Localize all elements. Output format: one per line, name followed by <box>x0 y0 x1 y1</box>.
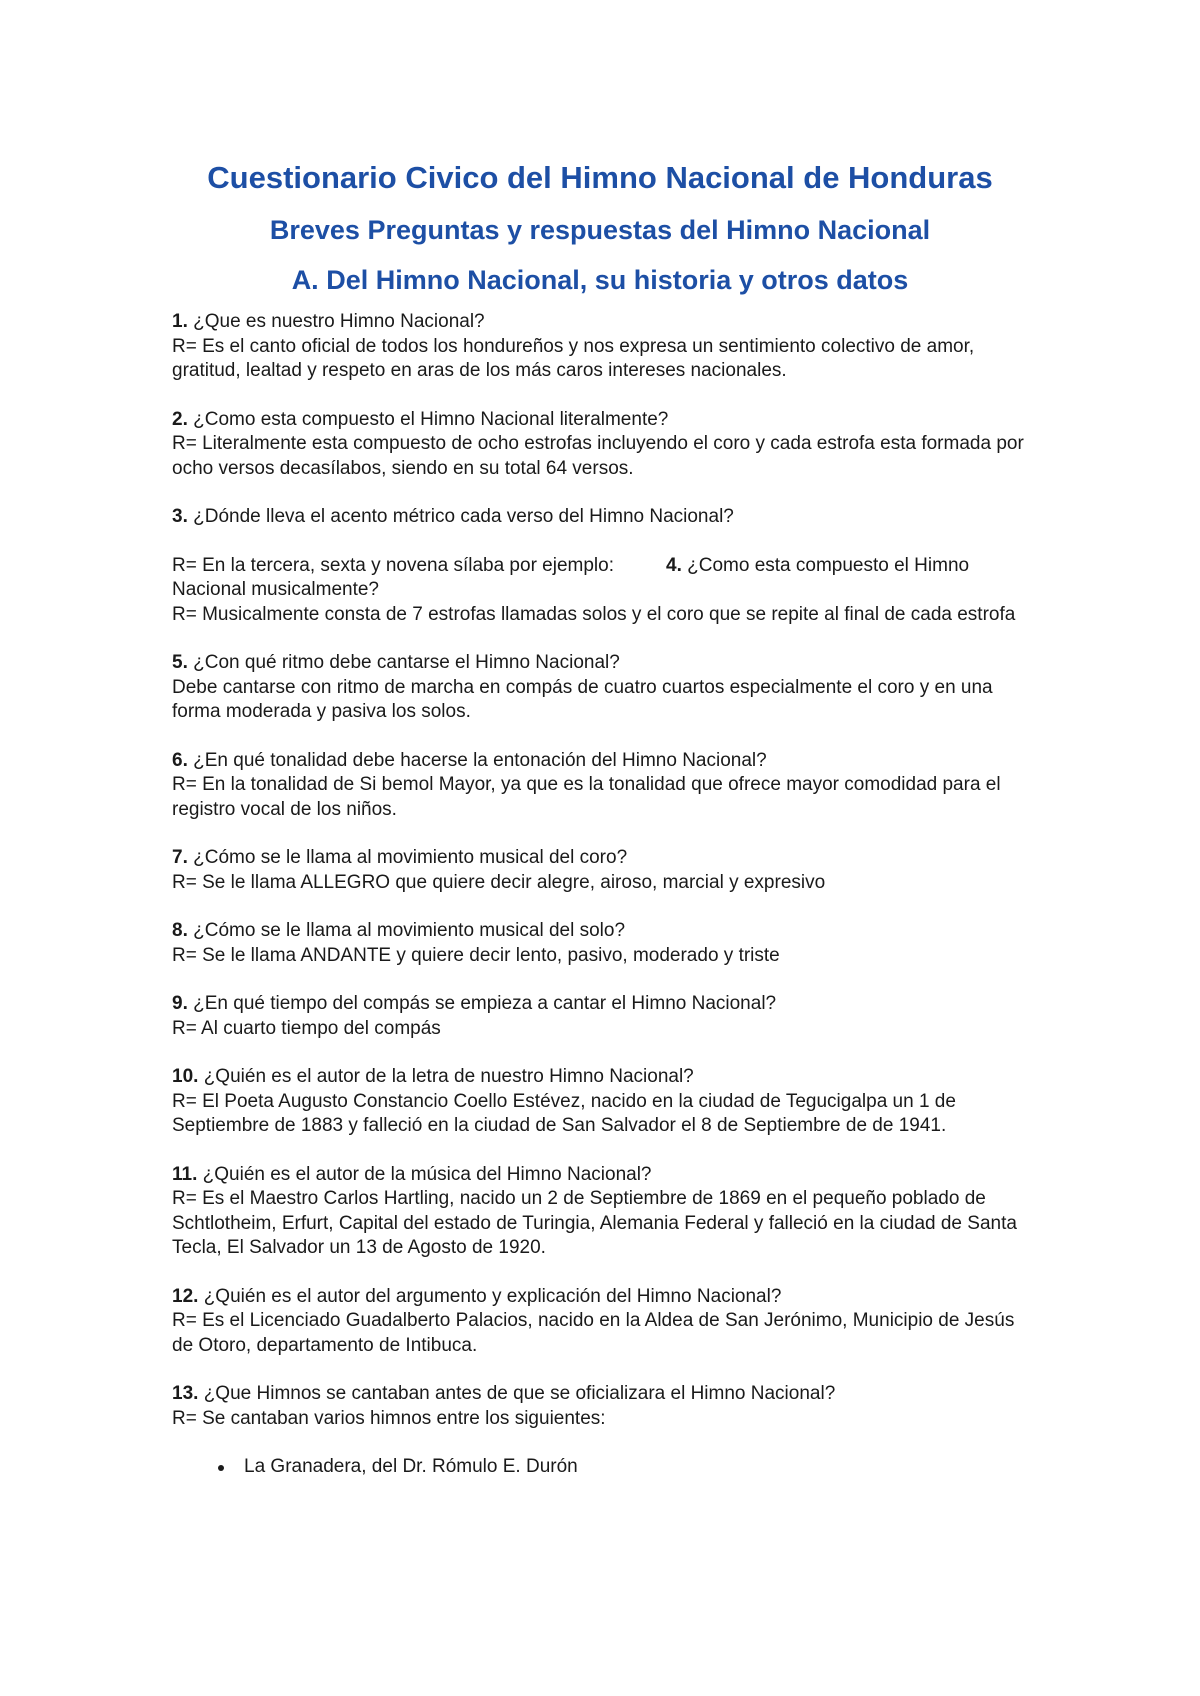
qa-list <box>172 310 1028 1480</box>
spacer <box>172 530 1028 554</box>
qa-item <box>172 749 1028 823</box>
question-text: ¿En qué tonalidad debe hacerse la entonación del Himno Nacional? <box>187 749 767 771</box>
question-text: ¿Quién es el autor de la música del Himno Nacional? <box>197 1163 652 1185</box>
qa-item <box>172 1382 1028 1431</box>
question-text: ¿Que es nuestro Himno Nacional? <box>187 311 485 332</box>
question <box>172 408 1028 433</box>
question <box>172 846 1028 871</box>
question <box>172 1285 1028 1310</box>
answer: R= Se cantaban varios himnos entre los siguientes: <box>172 1407 606 1429</box>
question <box>172 1065 1028 1090</box>
question-text: ¿Con qué ritmo debe cantarse el Himno Nacional? <box>187 652 620 673</box>
question-number: 4. <box>666 554 682 576</box>
qa-item <box>172 651 1028 725</box>
answer: R= Es el canto oficial de todos los hondureños y nos expresa un sentimiento colectivo de amor, gratitud, lealtad y respeto en aras de los más caros intereses nacionales. <box>172 335 975 381</box>
document-subtitle: Breves Preguntas y respuestas del Himno Nacional <box>269 215 931 245</box>
question-text: ¿Como esta compuesto el Himno Nacional literalmente? <box>187 408 669 430</box>
question <box>172 651 1028 676</box>
question <box>172 505 1028 530</box>
list-item <box>218 1455 1028 1480</box>
qa-item <box>172 1163 1028 1261</box>
question-text: ¿En qué tiempo del compás se empieza a cantar el Himno Nacional? <box>187 993 777 1014</box>
question-text: ¿Quién es el autor del argumento y explicación del Himno Nacional? <box>198 1285 782 1307</box>
answer: R= Musicalmente consta de 7 estrofas llamadas solos y el coro que se repite al final de cada estrofa <box>172 603 1016 625</box>
question-number: 2. <box>172 408 188 430</box>
answer: R= Se le llama ANDANTE y quiere decir lento, pasivo, moderado y triste <box>172 944 780 966</box>
answer: Debe cantarse con ritmo de marcha en compás de cuatro cuartos especialmente el coro y en una forma moderada y pasiva los solos. <box>172 676 993 722</box>
qa-item <box>172 408 1028 482</box>
answer <box>172 554 1028 603</box>
question-number: 12. <box>172 1285 199 1307</box>
question-number: 9. <box>172 993 188 1014</box>
answer-text: R= En la tercera, sexta y novena sílaba por ejemplo: <box>172 554 614 576</box>
question <box>172 310 1028 335</box>
question-number: 7. <box>172 847 188 868</box>
answer: R= Literalmente esta compuesto de ocho estrofas incluyendo el coro y cada estrofa esta formada por ocho versos decasílabos, siendo en su total 64 versos. <box>172 433 1024 479</box>
question-number: 13. <box>172 1383 199 1404</box>
question-text: ¿Cómo se le llama al movimiento musical del solo? <box>187 920 626 941</box>
question-number: 6. <box>172 749 188 771</box>
question <box>172 919 1028 944</box>
answer: R= En la tonalidad de Si bemol Mayor, ya que es la tonalidad que ofrece mayor comodidad para el registro vocal de los niños. <box>172 774 1001 820</box>
question-text: ¿Como esta compuesto el Himno Nacional musicalmente? <box>172 554 970 600</box>
answer: R= El Poeta Augusto Constancio Coello Estévez, nacido en la ciudad de Tegucigalpa un 1 de Septiembre de 1883 y falleció en la ciudad de San Salvador el 8 de Septiembre de de 1941. <box>172 1090 956 1136</box>
qa-item <box>172 919 1028 968</box>
question-number: 5. <box>172 652 188 673</box>
question-number: 1. <box>172 311 188 332</box>
question <box>172 1382 1028 1407</box>
question-number: 11. <box>172 1163 198 1185</box>
section-heading: A. Del Himno Nacional, su historia y otros datos <box>291 265 909 295</box>
question <box>172 1163 1028 1188</box>
qa-item <box>172 1285 1028 1359</box>
question-number: 3. <box>172 506 188 527</box>
qa-item <box>172 992 1028 1041</box>
question-text: ¿Dónde lleva el acento métrico cada verso del Himno Nacional? <box>187 506 734 527</box>
document-title: Cuestionario Civico del Himno Nacional de Honduras <box>207 160 993 195</box>
qa-item <box>172 310 1028 384</box>
list-item-text: La Granadera, del Dr. Rómulo E. Durón <box>244 1456 578 1477</box>
question-text: ¿Quién es el autor de la letra de nuestro Himno Nacional? <box>198 1066 694 1087</box>
answer: R= Es el Maestro Carlos Hartling, nacido un 2 de Septiembre de 1869 en el pequeño poblado de Schtlotheim, Erfurt, Capital del estado de Turingia, Alemania Federal y falleció en la ciudad de Santa Tecla, El Salvador un 13 de Agosto de 1920. <box>172 1188 1017 1258</box>
question-text: ¿Que Himnos se cantaban antes de que se oficializara el Himno Nacional? <box>198 1383 836 1404</box>
bullet-icon <box>218 1465 224 1471</box>
question <box>172 992 1028 1017</box>
question-number: 10. <box>172 1066 199 1087</box>
question-number: 8. <box>172 920 188 941</box>
hymn-list <box>172 1455 1028 1480</box>
answer: R= Al cuarto tiempo del compás <box>172 1017 441 1039</box>
qa-item <box>172 1065 1028 1139</box>
title-block <box>172 158 1028 298</box>
qa-item <box>172 846 1028 895</box>
answer: R= Se le llama ALLEGRO que quiere decir alegre, airoso, marcial y expresivo <box>172 871 826 893</box>
answer: R= Es el Licenciado Guadalberto Palacios, nacido en la Aldea de San Jerónimo, Municipio de Jesús de Otoro, departamento de Intibuca. <box>172 1310 1015 1356</box>
question <box>172 749 1028 774</box>
qa-item <box>172 505 1028 627</box>
question-text: ¿Cómo se le llama al movimiento musical del coro? <box>187 847 628 868</box>
